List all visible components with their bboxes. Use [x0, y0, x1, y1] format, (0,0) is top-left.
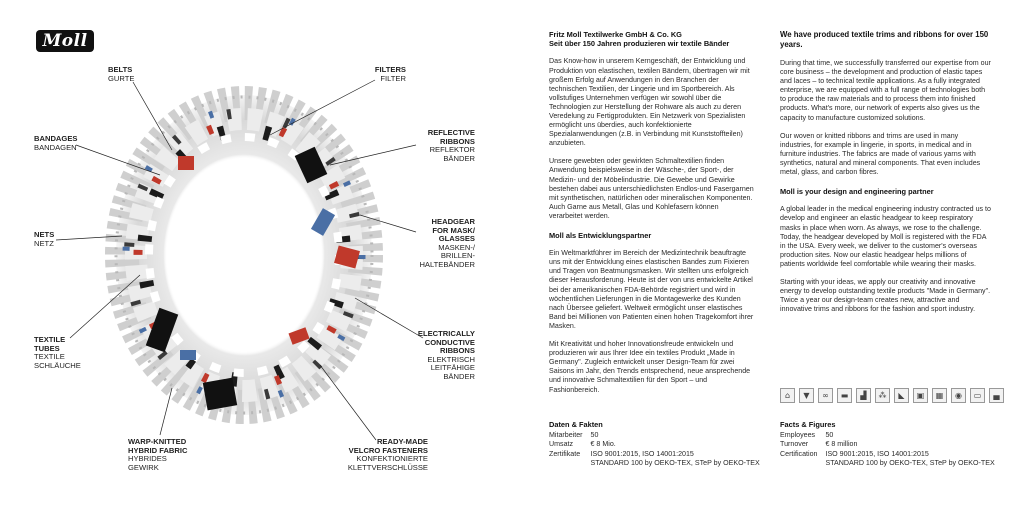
callout-de: MASKEN-/ BRILLEN- HALTEBÄNDER [419, 242, 475, 269]
english-facts-table [780, 431, 995, 469]
callout-en: BELTS [108, 65, 133, 74]
german-subtitle: Seit über 150 Jahren produzieren wir textile Bänder [549, 39, 730, 49]
callout-headgear [419, 218, 475, 270]
callout-en: REFLECTIVE RIBBONS [427, 128, 475, 146]
machine-icon: ▣ [913, 388, 928, 403]
english-facts-title: Facts & Figures [780, 420, 836, 429]
german-paragraph-1: Das Know-how in unserem Kerngeschäft, der Entwicklung und Produktion von elastischen, textilen Bändern, übertragen wir mit großem Erfolg auf Anwendungen in den Branchen der technischen Textilien, der Lingerie und im Sportbereich. Als vollstufiges Unternehmen verfügen wir sowohl über die Technologien zur Herstellung der Rohware als auch zu deren Veredelung zu Fertigprodukten. Ein Netzwerk von Spezialisten ermöglicht uns überdies, auch konfektionierte Spezialanwendungen (z.B. in Verbindung mit Kunststoffteilen) anzubieten. [549, 57, 750, 148]
german-paragraph-3: Ein Weltmarktführer im Bereich der Medizintechnik beauftragte uns mit der Entwicklung eines elastischen Bandes zum Fixieren und Tragen von Beatmungsmasken. Wir stellten uns erfolgreich dieser Herausforderung. Heute ist der von uns entwickelte Artikel bei der amerikanischen FDA-Behörde registriert und wird in wöchentlichen Lieferungen in die Montagewerke des Kunden nach Übersee geliefert. Weltweit ermöglicht unser elastisches Band bei Millionen von Patienten einen hohen Tragekomfort ihrer Masken. [549, 249, 754, 330]
callout-en: TEXTILE TUBES [34, 335, 66, 353]
english-column [780, 30, 992, 323]
callout-en: NETS [34, 230, 55, 239]
callout-velcro [348, 438, 428, 472]
callout-de: KONFEKTIONIERTE KLETTVERSCHLÜSSE [347, 454, 428, 472]
english-heading: We have produced textile trims and ribbons for over 150 years. [780, 30, 989, 49]
table-row [549, 431, 760, 441]
callout-en: HEADGEAR FOR MASK/ GLASSES [431, 217, 475, 244]
company-name: Fritz Moll Textilwerke GmbH & Co. KG [549, 30, 682, 39]
fact-key: Zertifikate [549, 449, 581, 458]
industry-icons-row [780, 388, 1004, 403]
german-heading [549, 30, 754, 48]
german-paragraph-4: Mit Kreativität und hoher Innovationsfreude entwickeln und produzieren wir aus Ihrer Idee ein textiles Produkt „Made in Germany". Zugleich entwickelt unser Design-Team für zwei Saisons im Jahr, den Trends entsprechend, neue ansprechende und innovative Schmaltextilien für den Sport – und Fashionbereich. [549, 340, 751, 394]
bra-icon: ∞ [818, 388, 833, 403]
callout-de: REFLEKTOR BÄNDER [429, 145, 475, 163]
fact-key: Umsatz [549, 440, 574, 449]
callout-en: WARP-KNITTED HYBRID FABRIC [128, 437, 188, 455]
table-row [780, 450, 995, 460]
grid-icon: ▦ [932, 388, 947, 403]
callout-en: BANDAGES [34, 134, 78, 143]
shirt-icon: ▼ [799, 388, 814, 403]
callout-en: READY-MADE VELCRO FASTENERS [348, 437, 428, 455]
callout-nets [34, 231, 54, 248]
fact-key: Employees [780, 430, 816, 439]
fact-value: ISO 9001:2015, ISO 14001:2015 [590, 449, 694, 458]
german-column [549, 30, 754, 404]
fact-key [780, 459, 825, 469]
fact-key: Turnover [780, 440, 809, 449]
fact-value: € 8 Mio. [590, 440, 616, 449]
fact-key [549, 459, 591, 469]
car-seat-icon: ◣ [894, 388, 909, 403]
german-facts-title: Daten & Fakten [549, 420, 603, 429]
callout-belts [108, 66, 134, 83]
callout-filters [375, 66, 406, 83]
fact-value: ISO 9001:2015, ISO 14001:2015 [825, 449, 929, 458]
moll-logo: Moll [36, 30, 94, 52]
right-page [512, 0, 1024, 505]
callout-en: ELECTRICALLY CONDUCTIVE RIBBONS [417, 329, 475, 356]
molecule-icon: ⁂ [875, 388, 890, 403]
callout-bandages [34, 135, 77, 152]
fact-key: Mitarbeiter [549, 430, 583, 439]
german-paragraph-2: Unsere gewebten oder gewirkten Schmaltextilien finden Anwendung beispielsweise in der Wäsche-, der Sport-, der Medizin- und der Möbelindustrie. Die Gewebe und Gewirke bestehen dabei aus unterschiedlichsten Endlos-und Fasergarnen mit synthetischen, natürlichen oder mineralischen Komponenten. Auch Garne aus Metall, Glas und Kohlefasern können verarbeitet werden. [549, 157, 754, 220]
callout-de: TEXTILE SCHLÄUCHE [34, 352, 81, 370]
callout-de: HYBRIDES GEWIRK [128, 454, 167, 472]
callout-de: FILTER [380, 73, 406, 83]
callout-de: ELEKTRISCH LEITFÄHIGE BÄNDER [427, 354, 475, 381]
callout-en: FILTERS [374, 65, 406, 74]
table-row [549, 459, 760, 469]
english-section-heading: Moll is your design and engineering partner [780, 187, 934, 197]
ribbon-icon: ▭ [970, 388, 985, 403]
fact-value: STANDARD 100 by OEKO-TEX, STeP by OEKO-TEX [825, 459, 995, 468]
circle-badge-icon: ◉ [951, 388, 966, 403]
callout-de: BANDAGEN [34, 142, 77, 152]
german-facts [549, 420, 760, 469]
callout-textile-tubes [34, 336, 81, 370]
english-paragraph-2: Our woven or knitted ribbons and trims are used in many industries, for example in lingerie, in sports, in medical and in furniture industries. The fabrics are made of various yarns with synthetics, natural and mineral components. That even includes metal, glass, and carbon fibres. [780, 131, 981, 177]
fact-key: Certification [780, 449, 818, 458]
table-row [780, 440, 995, 450]
table-row [780, 459, 995, 469]
callout-reflective-ribbons [428, 129, 475, 163]
english-paragraph-4: Starting with your ideas, we apply our creativity and innovative energy to develop outstanding textile products "Made in Germany". Twice a year our design-team creates new, attractive and innovative trims and ribbons for the fashion and sport industry. [780, 277, 991, 314]
english-facts [780, 420, 995, 469]
english-paragraph-1: During that time, we successfully transferred our expertise from our core business – the development and production of elastic tapes and laces – to technical textile applications. As a fully integrated enterprise, we are equipped with a full range of technologies both to produce the raw materials and to process them into finished products. What's more, our network of experts also gives us the capacity to manufacture customized solutions. [780, 59, 991, 122]
table-row [780, 431, 995, 441]
german-facts-table [549, 431, 760, 469]
sofa-icon: ▄ [989, 388, 1004, 403]
shoe-icon: ▟ [856, 388, 871, 403]
fact-value: STANDARD 100 by OEKO-TEX, STeP by OEKO-TEX [590, 459, 760, 468]
bed-icon: ▬ [837, 388, 852, 403]
table-row [549, 440, 760, 450]
table-row [549, 450, 760, 460]
fact-value: 50 [825, 430, 834, 439]
house-icon: ⌂ [780, 388, 795, 403]
fact-value: € 8 million [825, 440, 858, 449]
german-section-heading: Moll als Entwicklungspartner [549, 231, 652, 240]
fact-value: 50 [590, 430, 599, 439]
callout-conductive-ribbons [418, 330, 475, 382]
callout-warp-knitted [128, 438, 188, 472]
callout-de: GURTE [108, 73, 135, 83]
english-paragraph-3: A global leader in the medical engineering industry contracted us to develop and engineer an elastic headgear to keep respiratory masks in place when worn. As always, we rose to the challenge. Today, the headgear developed by Moll is registered with the FDA in the USA. Every week, we deliver to the customer's overseas production sites. Now our elastic headgear helps millions of patients worldwide feel comfortable while wearing their masks. [780, 205, 991, 268]
callout-de: NETZ [34, 238, 54, 248]
